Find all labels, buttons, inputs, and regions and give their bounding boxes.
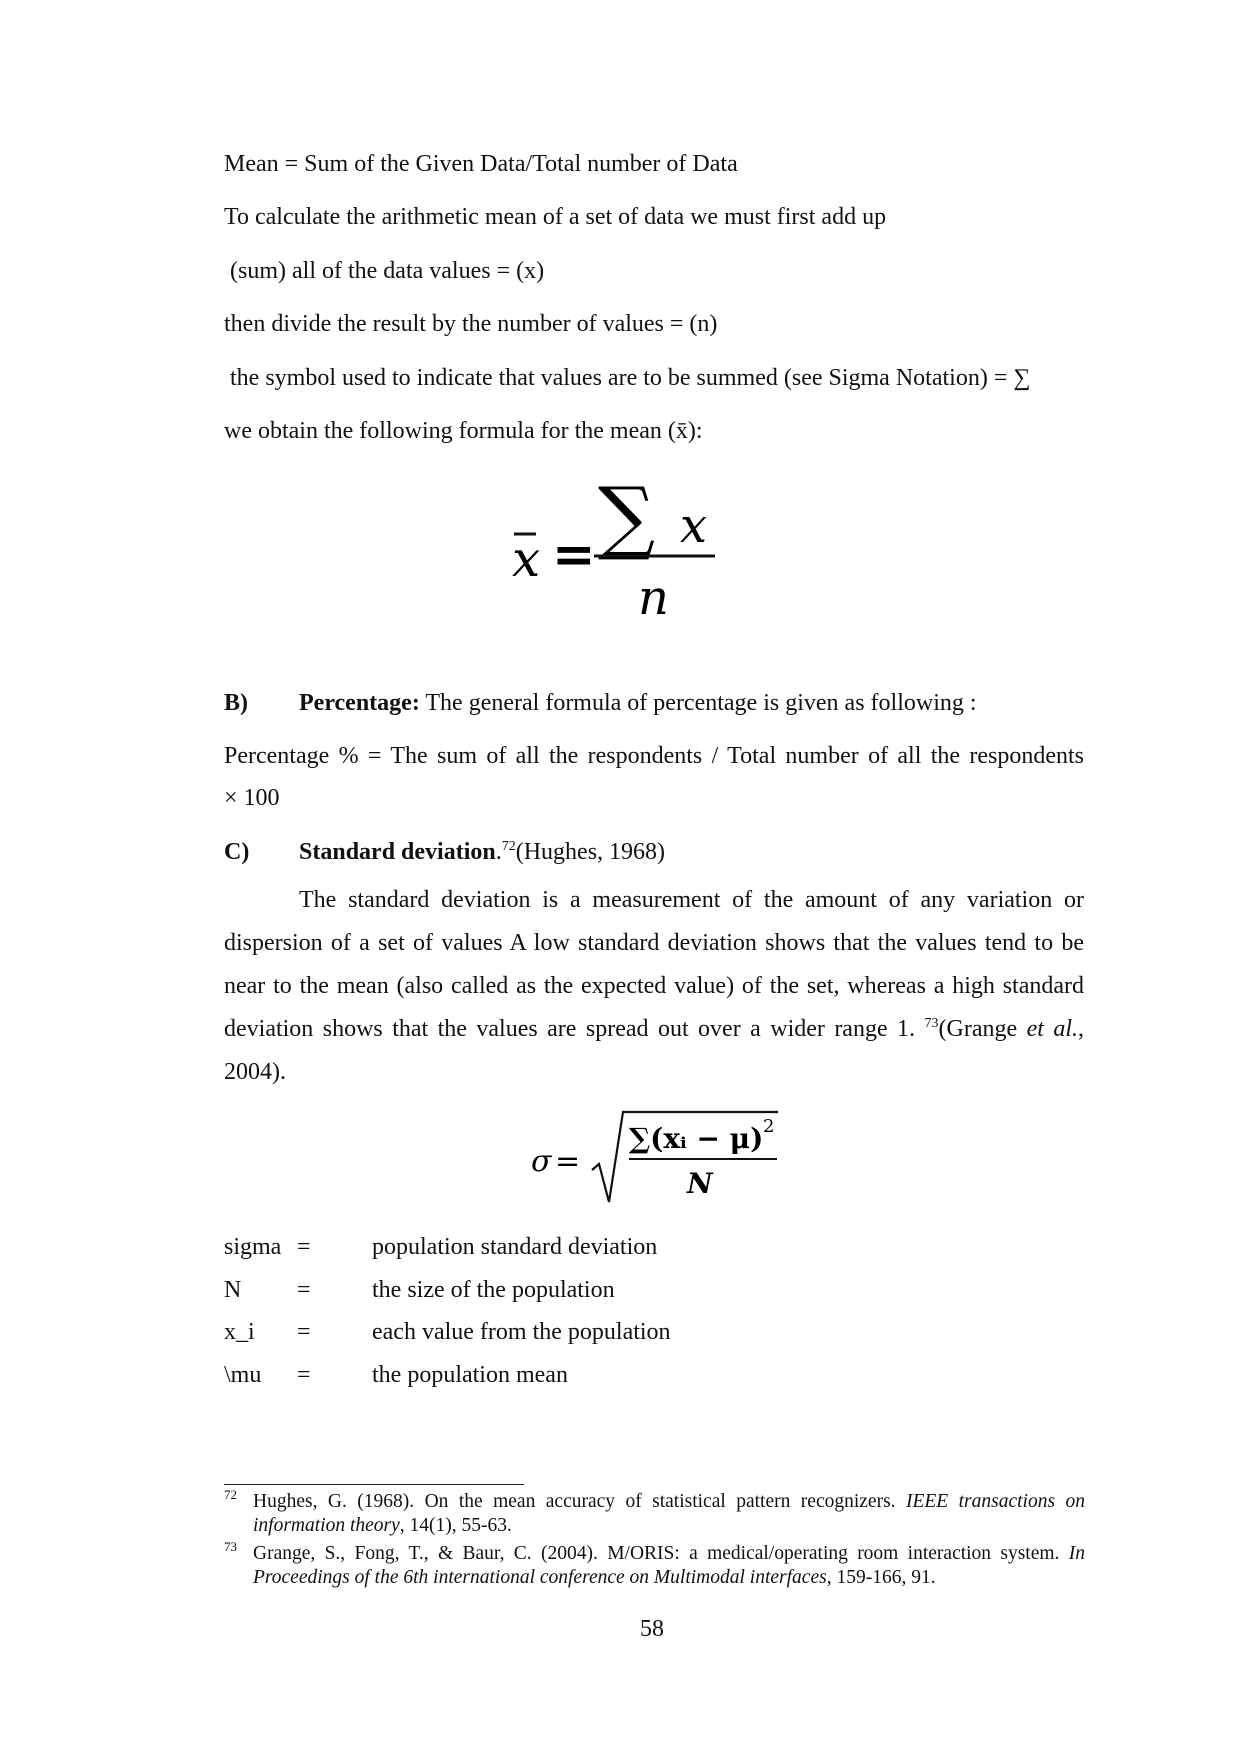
formula-denominator: n bbox=[638, 570, 669, 626]
citation: (Hughes, 1968) bbox=[515, 839, 666, 865]
footnote-separator bbox=[224, 1484, 524, 1485]
mean-formula bbox=[500, 466, 730, 626]
section-b-heading: Percentage: bbox=[299, 690, 420, 716]
page-number: 58 bbox=[640, 1616, 664, 1642]
footnote-text: Hughes, G. (1968). On the mean accuracy of statistical pattern recognizers. bbox=[253, 1491, 906, 1512]
formula-exponent: 2 bbox=[763, 1116, 775, 1137]
section-c-heading-line bbox=[299, 837, 665, 867]
definition-desc: population standard deviation bbox=[372, 1234, 658, 1260]
mean-definition-line: Mean = Sum of the Given Data/Total number of Data bbox=[224, 151, 738, 177]
footnote-ref: 72 bbox=[501, 839, 516, 854]
definition-desc: the population mean bbox=[372, 1362, 568, 1388]
section-c-marker: C) bbox=[224, 839, 250, 865]
paragraph-line: (sum) all of the data values = (x) bbox=[224, 258, 545, 284]
definition-desc: each value from the population bbox=[372, 1319, 671, 1345]
definition-eq: = bbox=[297, 1319, 311, 1345]
footnote-ref: 73 bbox=[924, 1016, 939, 1031]
section-c-heading: Standard deviation bbox=[299, 839, 496, 865]
formula-equals: = bbox=[555, 1144, 581, 1179]
paragraph-line: then divide the result by the number of values = (n) bbox=[224, 311, 718, 337]
formula-numerator: ∑(xᵢ − μ) bbox=[629, 1122, 764, 1155]
sigma-icon: ∑ bbox=[598, 470, 656, 563]
definition-eq: = bbox=[297, 1277, 311, 1303]
percentage-formula-line: Percentage % = The sum of all the respondents / Total number of all the respondents bbox=[224, 743, 1084, 769]
section-b-marker: B) bbox=[224, 690, 248, 716]
citation-part: , 2004). bbox=[224, 1016, 1085, 1085]
definition-desc: the size of the population bbox=[372, 1277, 615, 1303]
formula-equals: = bbox=[552, 524, 596, 585]
formula-lhs: σ bbox=[531, 1144, 552, 1179]
formula-denominator: N bbox=[687, 1167, 713, 1200]
formula-lhs: x bbox=[512, 530, 541, 588]
formula-numerator-var: x bbox=[680, 498, 708, 554]
footnote-text: Grange, S., Fong, T., & Baur, C. (2004). M/ORIS: a medical/operating room interaction system. bbox=[253, 1543, 1069, 1564]
definition-term: x_i bbox=[224, 1319, 255, 1345]
paragraph-line: the symbol used to indicate that values are to be summed (see Sigma Notation) = ∑ bbox=[224, 365, 1031, 391]
standard-deviation-paragraph bbox=[224, 879, 1084, 1094]
footnote-text: , 159-166, 91. bbox=[826, 1567, 936, 1588]
footnote-number: 72 bbox=[224, 1487, 237, 1502]
footnote-text: , 14(1), 55-63. bbox=[399, 1515, 512, 1536]
definition-eq: = bbox=[297, 1234, 311, 1260]
footnote-number: 73 bbox=[224, 1539, 237, 1554]
section-b-heading-line bbox=[299, 688, 977, 718]
footnote-journal: In Proceedings of the 6th international conference on Multimodal interfaces bbox=[253, 1543, 1085, 1588]
percentage-formula-line-2: × 100 bbox=[224, 785, 280, 811]
footnote-journal: IEEE transactions on information theory bbox=[253, 1491, 1085, 1536]
definition-term: \mu bbox=[224, 1362, 262, 1388]
heading-period: . bbox=[495, 839, 502, 865]
standard-deviation-formula bbox=[525, 1108, 785, 1208]
paragraph-text: The standard deviation is a measurement of the amount of any variation or dispersion of a set of values A low standard deviation shows that the values tend to be near to the mean (also called as the expected value) of the set, whereas a high standard deviation shows that the values are spread out over a wider range 1. bbox=[224, 887, 1084, 1042]
citation-part: (Grange bbox=[938, 1016, 1027, 1042]
definition-term: N bbox=[224, 1277, 242, 1303]
paragraph-line: To calculate the arithmetic mean of a set of data we must first add up bbox=[224, 204, 887, 230]
paragraph-line: we obtain the following formula for the mean (x̄): bbox=[224, 418, 703, 444]
citation-etal: et al. bbox=[1026, 1016, 1079, 1042]
section-b-text: The general formula of percentage is given as following : bbox=[419, 690, 977, 716]
footnote-73 bbox=[253, 1542, 1085, 1590]
footnote-72 bbox=[253, 1490, 1085, 1538]
definition-eq: = bbox=[297, 1362, 311, 1388]
definition-term: sigma bbox=[224, 1234, 282, 1260]
